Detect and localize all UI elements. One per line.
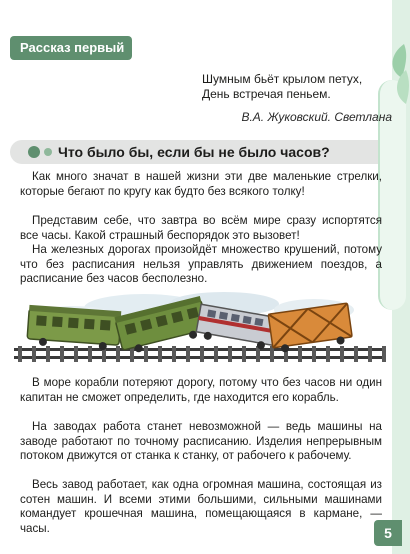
chapter-heading: Что было бы, если бы не было часов? bbox=[58, 144, 330, 160]
epigraph-line: Шумным бьёт крылом петух, bbox=[202, 72, 363, 86]
train-wreck-illustration bbox=[14, 290, 386, 368]
green-dot-icon bbox=[28, 146, 40, 158]
paragraph: Весь завод работает, как одна огромная машина, состоящая из сотен машин. И всеми этими большими, сильными машинами командует крошечная машина, помещающаяся в кармане, — часы. bbox=[20, 478, 382, 535]
paragraph: На железных дорогах произойдёт множество крушений, потому что без расписания нельзя управлять движением поездов, а расписание без часов бесполезно. bbox=[20, 243, 382, 286]
page-number: 5 bbox=[374, 520, 402, 546]
paragraph: На заводах работа станет невозможной — ведь машины на заводе работают по точному расписанию. Изделия непрерывным потоком движутся от станка к станку, от рабочего к рабочему. bbox=[20, 420, 382, 463]
epigraph-line: День встречая пеньем. bbox=[202, 87, 331, 101]
small-dot-icon bbox=[44, 148, 52, 156]
epigraph-author: В.А. Жуковский. Светлана bbox=[241, 110, 392, 124]
chapter-heading-bar bbox=[10, 140, 378, 164]
paragraph: Как много значат в нашей жизни эти две маленькие стрелки, которые бегают по кругу как будто без всякого толку! bbox=[20, 170, 382, 198]
epigraph bbox=[202, 72, 392, 125]
section-tag: Рассказ первый bbox=[10, 36, 132, 60]
paragraph: Представим себе, что завтра во всём мире сразу испортятся все часы. Какой страшный беспорядок это вызовет! bbox=[20, 214, 382, 242]
paragraph: В море корабли потеряют дорогу, потому что без часов ни один капитан не сможет определить, где находится его корабль. bbox=[20, 376, 382, 404]
